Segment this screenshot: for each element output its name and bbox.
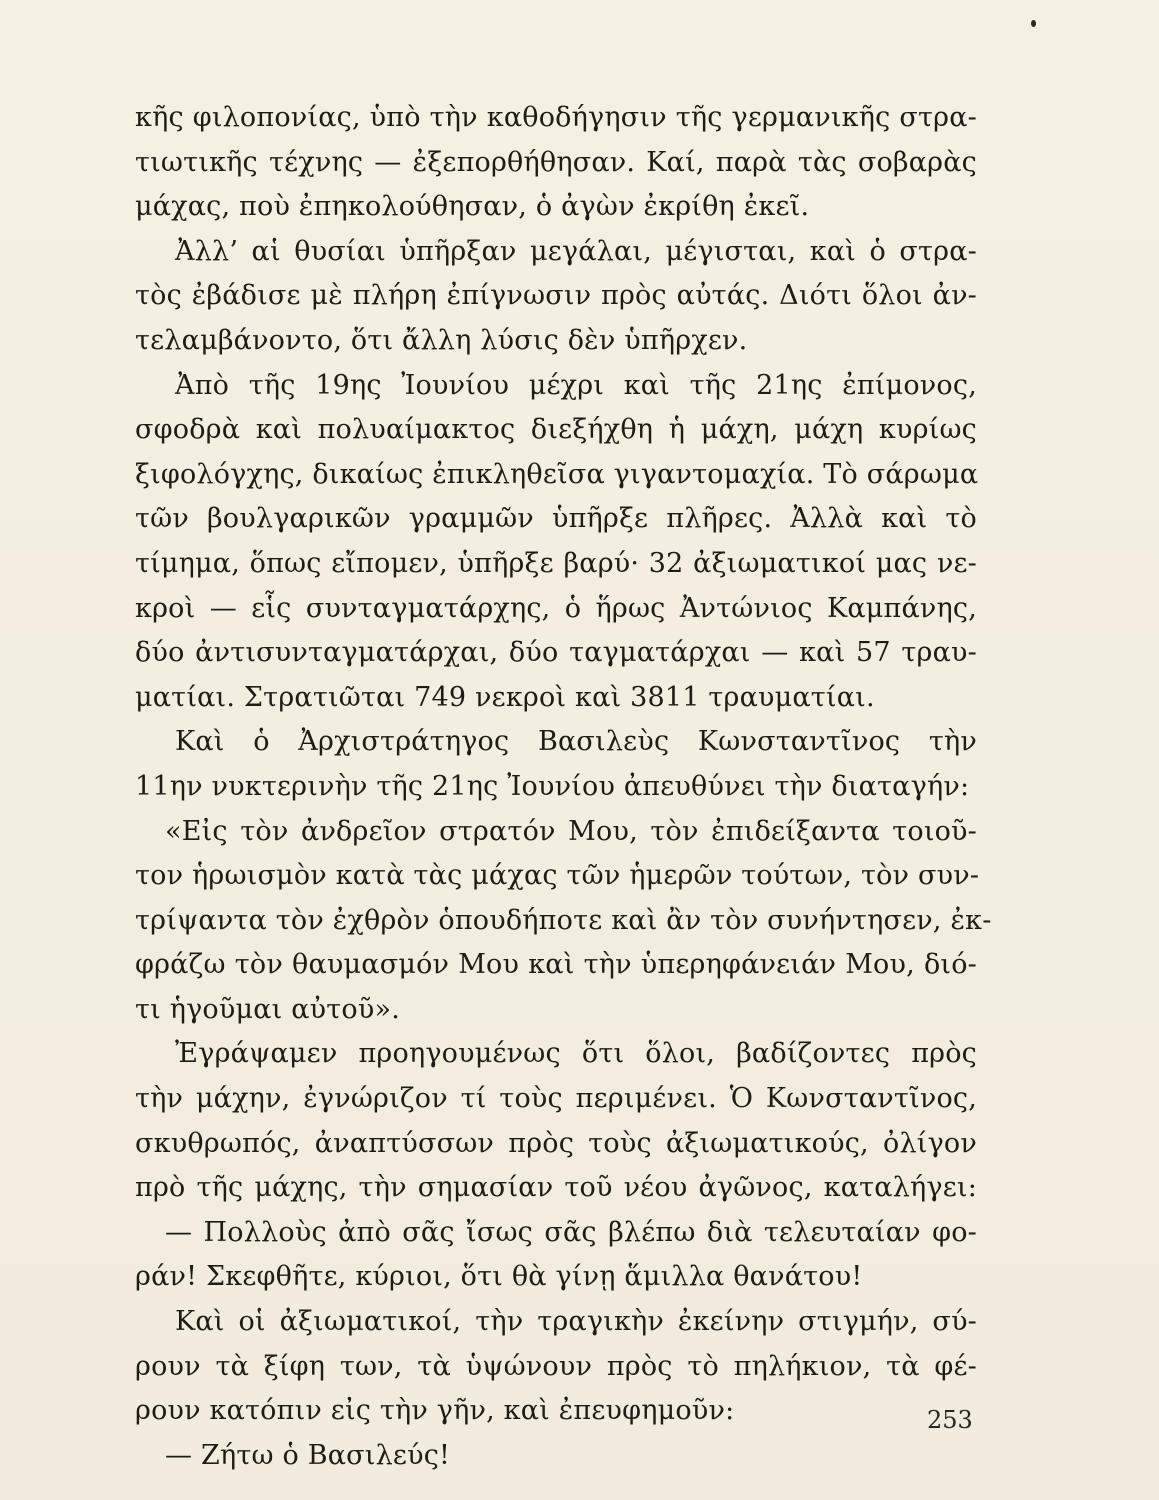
text-line: Καὶ οἱ ἀξιωματικοί, τὴν τραγικὴν ἐκείνην στιγμήν, σύ- [175, 1306, 977, 1338]
text-line: πρὸ τῆς μάχης, τὴν σημασίαν τοῦ νέου ἀγῶνος, καταλήγει: [135, 1172, 977, 1204]
text-line: τὸς ἐβάδισε μὲ πλήρη ἐπίγνωσιν πρὸς αὐτάς. Διότι ὅλοι ἀν- [135, 280, 977, 312]
body-text [135, 96, 992, 1478]
text-line: τιωτικῆς τέχνης — ἐξεπορθήθησαν. Καί, παρὰ τὰς σοβαρὰς [135, 146, 977, 178]
text-line: τρίψαντα τὸν ἐχθρὸν ὁπουδήποτε καὶ ἂν τὸν συνήντησεν, ἐκ- [135, 904, 992, 936]
text-line: τον ἡρωισμὸν κατὰ τὰς μάχας τῶν ἡμερῶν τούτων, τὸν συν- [135, 860, 980, 892]
text-line: κῆς φιλοπονίας, ὑπὸ τὴν καθοδήγησιν τῆς γερμανικῆς στρα- [135, 102, 977, 133]
text-line: τίμημα, ὅπως εἴπομεν, ὑπῆρξε βαρύ· 32 ἀξιωματικοί μας νε- [135, 547, 977, 579]
text-line: φράζω τὸν θαυμασμόν Μου καὶ τὴν ὑπερηφάνειάν Μου, διό- [135, 949, 977, 981]
text-line: Καὶ ὁ Ἀρχιστράτηγος Βασιλεὺς Κωνσταντῖνος τὴν [175, 726, 977, 758]
text-line: δύο ἀντισυνταγματάρχαι, δύο ταγματάρχαι — καὶ 57 τραυ- [135, 637, 977, 669]
text-line: κροὶ — εἷς συνταγματάρχης, ὁ ἥρως Ἀντώνιος Καμπάνης, [135, 592, 977, 624]
text-line: Ἀπὸ τῆς 19ης Ἰουνίου μέχρι καὶ τῆς 21ης ἐπίμονος, [175, 369, 977, 401]
text-line: Ἀλλ’ αἱ θυσίαι ὑπῆρξαν μεγάλαι, μέγισται, καὶ ὁ στρα- [175, 235, 977, 267]
ink-spot [1031, 20, 1036, 27]
text-line: 11ην νυκτερινὴν τῆς 21ης Ἰουνίου ἀπευθύνει τὴν διαταγήν: [135, 770, 970, 802]
text-line: ρουν τὰ ξίφη των, τὰ ὑψώνουν πρὸς τὸ πηλήκιον, τὰ φέ- [135, 1350, 977, 1382]
text-line: ξιφολόγχης, δικαίως ἐπικληθεῖσα γιγαντομαχία. Τὸ σάρωμα [135, 458, 979, 490]
text-line: τῶν βουλγαρικῶν γραμμῶν ὑπῆρξε πλῆρες. Ἀλλὰ καὶ τὸ [135, 503, 977, 535]
text-line: ράν! Σκεφθῆτε, κύριοι, ὅτι θὰ γίνῃ ἅμιλλα θανάτου! [135, 1261, 863, 1293]
text-line: τὴν μάχην, ἐγνώριζον τί τοὺς περιμένει. Ὁ Κωνσταντῖνος, [135, 1083, 977, 1115]
text-line: ματίαι. Στρατιῶται 749 νεκροὶ καὶ 3811 τραυματίαι. [135, 681, 875, 713]
text-line: σκυθρωπός, ἀναπτύσσων πρὸς τοὺς ἀξιωματικούς, ὀλίγον [135, 1127, 977, 1159]
page-number: 253 [927, 1406, 973, 1434]
text-line: τι ἡγοῦμαι αὐτοῦ». [135, 993, 400, 1025]
text-line: — Πολλοὺς ἀπὸ σᾶς ἴσως σᾶς βλέπω διὰ τελευταίαν φο- [165, 1216, 977, 1248]
text-line: μάχας, ποὺ ἐπηκολούθησαν, ὁ ἀγὼν ἐκρίθη ἐκεῖ. [135, 191, 810, 223]
text-line: τελαμβάνοντο, ὅτι ἄλλη λύσις δὲν ὑπῆρχεν. [135, 324, 748, 356]
text-line: σφοδρὰ καὶ πολυαίμακτος διεξήχθη ἡ μάχη, μάχη κυρίως [135, 414, 977, 446]
text-line: «Εἰς τὸν ἀνδρεῖον στρατόν Μου, τὸν ἐπιδείξαντα τοιοῦ- [165, 815, 977, 847]
text-line: ρουν κατόπιν εἰς τὴν γῆν, καὶ ἐπευφημοῦν: [135, 1395, 735, 1427]
text-line: Ἐγράψαμεν προηγουμένως ὅτι ὅλοι, βαδίζοντες πρὸς [175, 1038, 977, 1070]
text-line: — Ζήτω ὁ Βασιλεύς! [165, 1439, 451, 1471]
